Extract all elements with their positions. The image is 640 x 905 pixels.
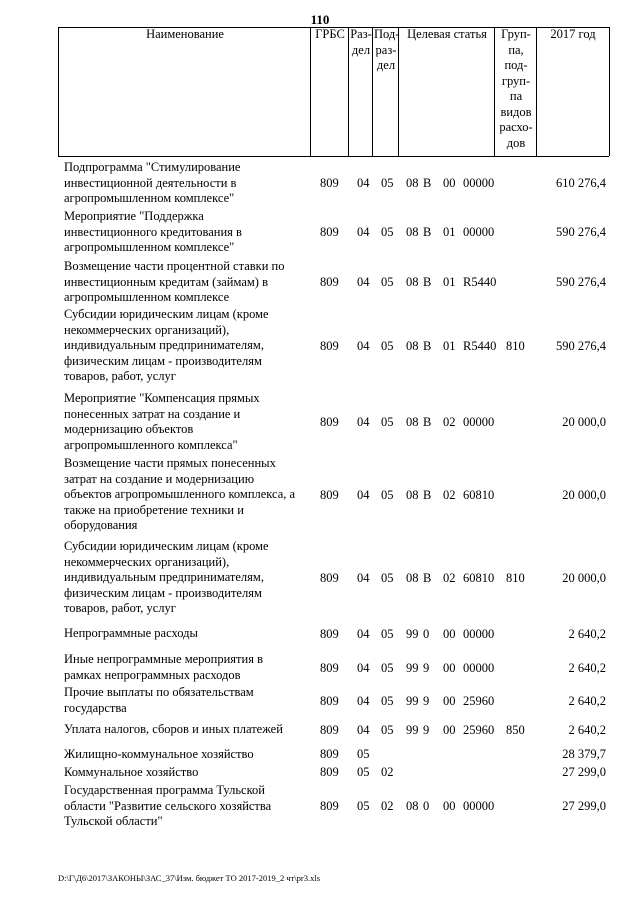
grbs-code: 809 [320, 723, 339, 737]
subsection-code: 05 [381, 225, 394, 240]
row-name [64, 685, 314, 716]
row-name [64, 722, 314, 738]
target-subprogram-code: 9 [423, 660, 430, 675]
section-code: 04 [357, 723, 370, 737]
row-name-line: товаров, работ, услуг [64, 601, 176, 615]
row-name-line: агропромышленном комплексе" [64, 240, 235, 254]
grbs-code: 809 [320, 693, 339, 708]
header-razdel-line: дел [351, 42, 371, 57]
grbs-code: 809 [320, 570, 339, 585]
amount-2017: 2 640,2 [568, 660, 606, 675]
target-activity-code: 00 [443, 799, 456, 814]
amount-2017: 590 276,4 [556, 275, 606, 290]
header-grbs: ГРБС [315, 27, 345, 41]
header-target-article: Целевая статья [407, 27, 487, 41]
row-name-line: Мероприятие "Поддержка [64, 209, 204, 223]
amount-2017: 27 299,0 [562, 799, 606, 814]
target-activity-code: 01 [443, 338, 456, 353]
subsection-code: 05 [381, 275, 394, 290]
subsection-code: 05 [381, 338, 394, 353]
header-divider [58, 27, 59, 156]
row-name-line: Тульской области" [64, 814, 163, 828]
row-name-line: Коммунальное хозяйство [64, 765, 199, 779]
subsection-code: 02 [381, 765, 394, 779]
grbs-code: 809 [320, 415, 339, 429]
row-name-line: индивидуальным предпринимателям, [64, 338, 264, 352]
grbs-code: 809 [320, 799, 339, 814]
file-path-footer: D:\Г\Д6\2017\ЗАКОНЫ\ЗАС_37\Изм. бюджет ТО 2017-2019_2 чт\pr3.xls [58, 873, 321, 883]
target-subprogram-code: 0 [423, 799, 430, 814]
target-direction-code: 00000 [463, 415, 495, 429]
target-activity-code: 00 [443, 660, 456, 675]
grbs-code: 809 [320, 747, 339, 761]
amount-2017: 2 640,2 [568, 693, 606, 708]
target-subprogram-code: В [423, 275, 432, 290]
section-code: 04 [357, 570, 370, 585]
header-podrazdel-line: дел [376, 58, 396, 72]
target-activity-code: 01 [443, 275, 456, 290]
row-name-line: оборудования [64, 518, 138, 532]
row-name [64, 652, 314, 683]
amount-2017: 590 276,4 [556, 225, 606, 240]
header-podrazdel-line: раз- [375, 42, 397, 57]
row-name-line: физическим лицам - производителям [64, 585, 262, 600]
section-code: 05 [357, 747, 370, 761]
expense-type-code: 810 [506, 570, 525, 585]
row-name-line: Мероприятие "Компенсация прямых [64, 391, 260, 405]
row-name-line: объектов агропромышленного комплекса, а [64, 487, 296, 501]
row-name [64, 160, 314, 207]
row-name-line: Непрограммные расходы [64, 626, 198, 640]
amount-2017: 610 276,4 [556, 176, 606, 191]
row-name [64, 747, 314, 763]
header-group-line: расхо- [499, 120, 533, 134]
header-divider [372, 27, 373, 156]
target-activity-code: 01 [443, 225, 456, 240]
page-number: 110 [310, 12, 330, 27]
row-name-line: некоммерческих организаций), [64, 554, 230, 569]
target-activity-code: 02 [443, 487, 456, 502]
target-subprogram-code: 0 [423, 627, 430, 641]
row-name-line: государства [64, 700, 127, 715]
target-subprogram-code: В [423, 338, 432, 353]
grbs-code: 809 [320, 765, 339, 779]
row-name-line: Подпрограмма "Стимулирование [64, 160, 241, 174]
row-name [64, 209, 314, 256]
row-name-line: модернизацию объектов [64, 422, 194, 436]
grbs-code: 809 [320, 627, 339, 641]
row-name-line: затрат на создание и модернизацию [64, 471, 255, 486]
target-program-code: 08 [406, 225, 419, 240]
amount-2017: 20 000,0 [562, 487, 606, 502]
target-direction-code: 25960 [463, 723, 495, 737]
row-name-line: агропромышленного комплекса" [64, 437, 238, 452]
row-name [64, 307, 314, 385]
section-code: 04 [357, 627, 370, 641]
row-name-line: понесенных затрат на создание и [64, 406, 241, 421]
target-activity-code: 00 [443, 176, 456, 191]
section-code: 04 [357, 487, 370, 502]
subsection-code: 05 [381, 176, 394, 191]
grbs-code: 809 [320, 487, 339, 502]
target-program-code: 99 [406, 660, 419, 675]
header-group-line: па, [508, 42, 524, 57]
grbs-code: 809 [320, 225, 339, 240]
section-code: 05 [357, 765, 370, 779]
row-name-line: Субсидии юридическим лицам (кроме [64, 539, 269, 553]
target-subprogram-code: В [423, 225, 432, 240]
amount-2017: 590 276,4 [556, 338, 606, 353]
row-name-line: агропромышленном комплексе [64, 290, 230, 304]
row-name-line: агропромышленном комплексе" [64, 191, 235, 205]
row-name-line: инвестиционным кредитам (займам) в [64, 274, 268, 289]
row-name-line: инвестиционной деятельности в [64, 175, 237, 190]
target-activity-code: 02 [443, 415, 456, 429]
target-subprogram-code: 9 [423, 693, 430, 708]
grbs-code: 809 [320, 176, 339, 191]
target-direction-code: 00000 [463, 225, 495, 240]
target-program-code: 08 [406, 799, 419, 814]
target-activity-code: 02 [443, 570, 456, 585]
subsection-code: 05 [381, 487, 394, 502]
subsection-code: 05 [381, 723, 394, 737]
subsection-code: 02 [381, 799, 394, 814]
section-code: 04 [357, 660, 370, 675]
target-activity-code: 00 [443, 627, 456, 641]
target-direction-code: 60810 [463, 570, 495, 585]
header-divider [536, 27, 537, 156]
target-program-code: 08 [406, 338, 419, 353]
row-name-line: также на приобретение техники и [64, 502, 244, 517]
section-code: 04 [357, 176, 370, 191]
target-direction-code: 00000 [463, 176, 495, 191]
section-code: 04 [357, 415, 370, 429]
header-divider [609, 27, 610, 156]
expense-type-code: 810 [506, 338, 525, 353]
subsection-code: 05 [381, 693, 394, 708]
amount-2017: 27 299,0 [562, 765, 606, 779]
header-divider [348, 27, 349, 156]
section-code: 04 [357, 338, 370, 353]
target-direction-code: 60810 [463, 487, 495, 502]
row-name [64, 391, 314, 453]
target-program-code: 99 [406, 627, 419, 641]
row-name-line: Возмещение части процентной ставки по [64, 259, 285, 273]
row-name [64, 456, 314, 534]
amount-2017: 20 000,0 [562, 570, 606, 585]
section-code: 05 [357, 799, 370, 814]
row-name-line: Субсидии юридическим лицам (кроме [64, 307, 269, 321]
target-subprogram-code: В [423, 570, 432, 585]
section-code: 04 [357, 693, 370, 708]
grbs-code: 809 [320, 338, 339, 353]
target-subprogram-code: 9 [423, 723, 430, 737]
target-direction-code: 00000 [463, 660, 495, 675]
amount-2017: 28 379,7 [562, 747, 606, 761]
row-name-line: Возмещение части прямых понесенных [64, 456, 276, 470]
subsection-code: 05 [381, 627, 394, 641]
target-direction-code: 00000 [463, 627, 495, 641]
row-name [64, 783, 314, 830]
row-name [64, 765, 314, 781]
row-name-line: инвестиционного кредитования в [64, 224, 242, 239]
target-subprogram-code: В [423, 415, 432, 429]
header-group-line: под- [504, 58, 528, 72]
header-podrazdel-line: Под- [374, 27, 400, 41]
row-name-line: индивидуальным предпринимателям, [64, 570, 264, 584]
subsection-code: 05 [381, 660, 394, 675]
target-direction-code: 25960 [463, 693, 495, 708]
amount-2017: 2 640,2 [568, 627, 606, 641]
row-name-line: Государственная программа Тульской [64, 783, 265, 797]
target-subprogram-code: В [423, 176, 432, 191]
grbs-code: 809 [320, 275, 339, 290]
row-name [64, 539, 314, 617]
header-group-line: Груп- [501, 27, 531, 41]
target-program-code: 08 [406, 275, 419, 290]
target-direction-code: R5440 [463, 338, 497, 353]
target-program-code: 99 [406, 723, 419, 737]
header-group-line: дов [506, 135, 526, 150]
target-subprogram-code: В [423, 487, 432, 502]
target-program-code: 08 [406, 415, 419, 429]
header-podrazdel [374, 27, 398, 156]
row-name-line: Жилищно-коммунальное хозяйство [64, 747, 254, 761]
header-bottom-border [58, 156, 609, 157]
row-name-line: Прочие выплаты по обязательствам [64, 685, 254, 699]
target-program-code: 99 [406, 693, 419, 708]
target-activity-code: 00 [443, 693, 456, 708]
target-program-code: 08 [406, 570, 419, 585]
header-year: 2017 год [550, 27, 596, 41]
row-name-line: области "Развитие сельского хозяйства [64, 798, 272, 813]
grbs-code: 809 [320, 660, 339, 675]
header-group-line: груп- [501, 73, 531, 88]
header-name: Наименование [146, 27, 224, 41]
amount-2017: 2 640,2 [568, 723, 606, 737]
amount-2017: 20 000,0 [562, 415, 606, 429]
target-direction-code: 00000 [463, 799, 495, 814]
section-code: 04 [357, 275, 370, 290]
target-program-code: 08 [406, 176, 419, 191]
header-expense-group [496, 27, 536, 156]
row-name-line: товаров, работ, услуг [64, 369, 176, 383]
header-razdel [350, 27, 372, 156]
subsection-code: 05 [381, 415, 394, 429]
row-name [64, 259, 314, 306]
target-direction-code: R5440 [463, 275, 497, 290]
row-name-line: рамках непрограммных расходов [64, 667, 241, 682]
target-program-code: 08 [406, 487, 419, 502]
row-name-line: физическим лицам - производителям [64, 353, 262, 368]
row-name-line: Иные непрограммные мероприятия в [64, 652, 263, 666]
expense-type-code: 850 [506, 723, 525, 737]
header-divider [310, 27, 311, 156]
header-group-line: па [509, 89, 523, 103]
header-divider [494, 27, 495, 156]
row-name [64, 626, 314, 642]
header-divider [398, 27, 399, 156]
row-name-line: Уплата налогов, сборов и иных платежей [64, 722, 283, 736]
header-group-line: видов [500, 104, 532, 119]
header-razdel-line: Раз- [350, 27, 372, 41]
section-code: 04 [357, 225, 370, 240]
target-activity-code: 00 [443, 723, 456, 737]
subsection-code: 05 [381, 570, 394, 585]
row-name-line: некоммерческих организаций), [64, 322, 230, 337]
